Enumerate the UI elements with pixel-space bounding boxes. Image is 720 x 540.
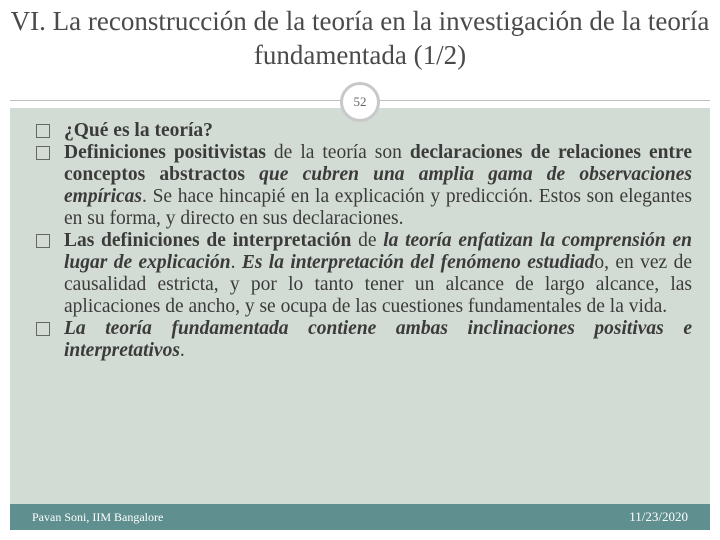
bullet-text: de bbox=[351, 230, 384, 251]
bullet-text: de la teoría son bbox=[265, 142, 410, 163]
slide-number-badge: 52 bbox=[340, 82, 380, 122]
checkbox-bullet-icon bbox=[36, 146, 50, 160]
bullet-grounded-theory bbox=[32, 318, 692, 362]
bullet-positivist-definitions bbox=[32, 142, 692, 230]
bullet-text: . Se hace hincapié en la explicación y predicción. Estos son elegantes en su forma, y directo en sus declaraciones. bbox=[64, 186, 692, 229]
bullet-text: o, en vez de causalidad estricta, y por lo tanto tener un alcance de largo alcance, las aplicaciones de ancho, y se ocupa de las cuestiones fundamentales de la vida. bbox=[64, 252, 692, 317]
checkbox-bullet-icon bbox=[36, 234, 50, 248]
bullet-text: . bbox=[230, 252, 242, 273]
bullet-text: ¿Qué es la teoría? bbox=[64, 120, 213, 141]
bullet-text-bold: Definiciones positivistas bbox=[64, 142, 266, 163]
bullet-text-bold-italic: la teoría enfatizan la comprensión en lugar de explicación bbox=[64, 230, 692, 273]
bullet-text-bold: Las definiciones de interpretación bbox=[64, 230, 352, 251]
bullet-text-bold: declaraciones de relaciones entre conceptos abstractos bbox=[64, 142, 692, 185]
footer-bar bbox=[10, 504, 710, 530]
content-panel bbox=[10, 108, 710, 504]
bullet-list bbox=[32, 120, 692, 362]
bullet-text-bold-italic: que cubren una amplia gama de observaciones empíricas bbox=[64, 164, 692, 207]
bullet-text: . bbox=[179, 340, 185, 361]
checkbox-bullet-icon bbox=[36, 124, 50, 138]
bullet-what-is-theory bbox=[32, 120, 692, 142]
bullet-text-bold-italic: La teoría fundamentada contiene ambas inclinaciones positivas e interpretativos bbox=[64, 318, 692, 361]
bullet-interpretive-definitions bbox=[32, 230, 692, 318]
footer-author: Pavan Soni, IIM Bangalore bbox=[32, 510, 164, 524]
checkbox-bullet-icon bbox=[36, 322, 50, 336]
bullet-text-bold-italic: Es la interpretación del fenómeno estudiad bbox=[241, 252, 595, 273]
slide-title: VI. La reconstrucción de la teoría en la investigación de la teoría fundamentada (1/2) bbox=[10, 6, 710, 70]
footer-date: 11/23/2020 bbox=[629, 509, 688, 524]
